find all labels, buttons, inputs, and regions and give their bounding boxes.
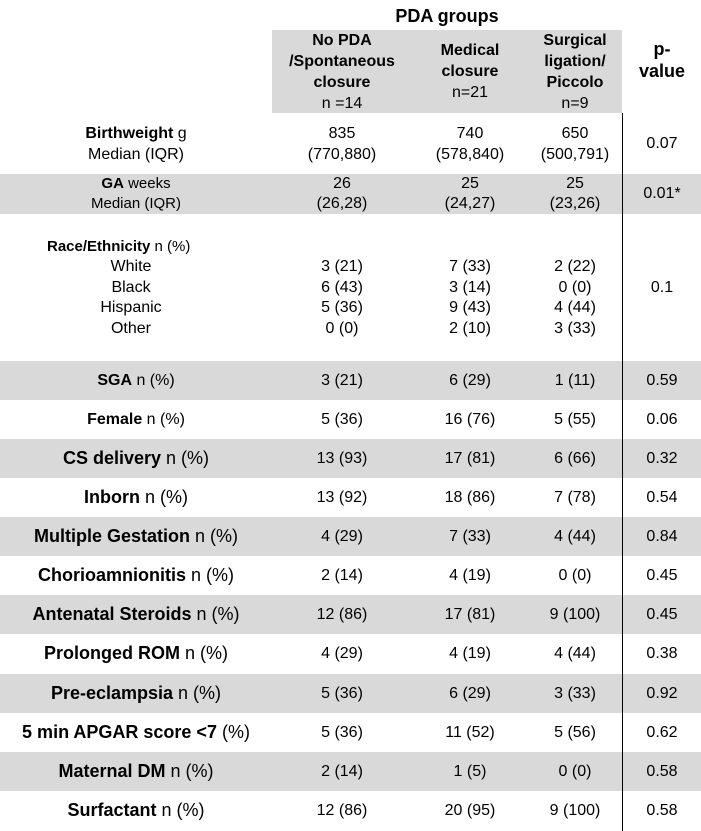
label-multiple: Multiple Gestation n (%) — [33, 526, 239, 546]
col-header-pvalue: p- value — [638, 39, 686, 81]
cell-ga-medical: 25 (24,27) — [444, 175, 496, 212]
label-steroids: Antenatal Steroids n (%) — [32, 604, 240, 624]
pvalue-apgar: 0.62 — [646, 723, 678, 741]
cell-female-medical: 16 (76) — [444, 410, 496, 428]
cell-cs-medical: 17 (81) — [444, 449, 496, 467]
cell-inborn-nopda: 13 (92) — [316, 488, 368, 506]
cell-apgar-medical: 11 (52) — [445, 723, 495, 741]
race-cat-other: Other — [110, 319, 151, 337]
cell-female-surgical: 5 (55) — [554, 410, 596, 428]
cell-inborn-medical: 18 (86) — [444, 488, 496, 506]
cell-dm-medical: 1 (5) — [453, 762, 487, 780]
race-cat-white: White — [110, 258, 152, 275]
cell-birthweight-medical: 740 (578,840) — [435, 125, 505, 163]
cell-chorio-medical: 4 (19) — [449, 566, 491, 584]
pvalue-cs: 0.32 — [646, 449, 678, 467]
pvalue-chorio: 0.45 — [646, 566, 678, 584]
cell-sga-nopda: 3 (21) — [321, 371, 363, 389]
cell-surfactant-surgical: 9 (100) — [549, 801, 601, 819]
cell-multiple-medical: 7 (33) — [449, 527, 491, 545]
pvalue-preeclampsia: 0.92 — [646, 684, 678, 702]
cell-rom-medical: 4 (19) — [449, 644, 491, 662]
pvalue-steroids: 0.45 — [646, 605, 678, 623]
cell-race-medical: 7 (33) 3 (14) 9 (43) 2 (10) — [449, 258, 491, 337]
race-categories — [60, 257, 202, 339]
pvalue-inborn: 0.54 — [646, 488, 678, 506]
cell-sga-medical: 6 (29) — [449, 371, 491, 389]
label-birthweight: Birthweight g Median (IQR) — [85, 125, 187, 163]
race-cat-hispanic: Hispanic — [100, 299, 162, 316]
label-rom: Prolonged ROM n (%) — [43, 643, 228, 663]
pvalue-surfactant: 0.58 — [646, 801, 678, 819]
cell-birthweight-surgical: 650 (500,791) — [540, 125, 610, 163]
cell-steroids-surgical: 9 (100) — [549, 605, 601, 623]
cell-dm-nopda: 2 (14) — [321, 762, 363, 780]
col-header-surgical: Surgical ligation/ Piccolo n=9 — [543, 31, 607, 112]
label-race: Race/Ethnicity n (%) — [47, 238, 191, 255]
race-cat-black: Black — [111, 278, 151, 296]
group-title: PDA groups — [395, 6, 499, 26]
cell-multiple-surgical: 4 (44) — [554, 527, 596, 545]
label-chorio: Chorioamnionitis n (%) — [37, 565, 234, 585]
cell-multiple-nopda: 4 (29) — [321, 527, 363, 545]
label-apgar: 5 min APGAR score <7 (%) — [22, 722, 250, 742]
cell-chorio-surgical: 0 (0) — [558, 566, 592, 584]
cell-surfactant-nopda: 12 (86) — [316, 801, 368, 819]
pvalue-sga: 0.59 — [646, 371, 678, 389]
cell-preeclampsia-surgical: 3 (33) — [554, 684, 596, 702]
cell-race-surgical: 2 (22) 0 (0) 4 (44) 3 (33) — [554, 258, 596, 337]
label-ga: GA weeks Median (IQR) — [90, 175, 182, 212]
cell-cs-nopda: 13 (93) — [316, 449, 368, 467]
pvalue-rom: 0.38 — [646, 644, 678, 662]
label-female: Female n (%) — [87, 410, 185, 428]
pvalue-race: 0.1 — [650, 279, 674, 296]
cell-preeclampsia-nopda: 5 (36) — [321, 684, 363, 702]
cell-surfactant-medical: 20 (95) — [444, 801, 496, 819]
pvalue-ga: 0.01* — [643, 185, 681, 202]
cell-female-nopda: 5 (36) — [321, 410, 363, 428]
cell-inborn-surgical: 7 (78) — [554, 488, 596, 506]
cell-rom-surgical: 4 (44) — [554, 644, 596, 662]
col-header-no-pda: No PDA /Spontaneous closure n =14 — [289, 31, 395, 112]
cell-ga-surgical: 25 (23,26) — [549, 175, 601, 212]
cell-race-nopda: 3 (21) 6 (43) 5 (36) 0 (0) — [321, 258, 363, 337]
label-dm: Maternal DM n (%) — [58, 761, 214, 781]
label-preeclampsia: Pre-eclampsia n (%) — [50, 683, 222, 703]
pvalue-birthweight: 0.07 — [646, 135, 678, 152]
label-cs: CS delivery n (%) — [62, 448, 210, 468]
col-header-medical: Medical closure n=21 — [440, 42, 500, 101]
cell-steroids-medical: 17 (81) — [444, 605, 496, 623]
cell-birthweight-nopda: 835 (770,880) — [307, 125, 377, 163]
label-sga: SGA n (%) — [97, 371, 175, 389]
cell-sga-surgical: 1 (11) — [554, 371, 596, 389]
cell-steroids-nopda: 12 (86) — [316, 605, 368, 623]
pvalue-multiple: 0.84 — [646, 527, 678, 545]
cell-ga-nopda: 26 (26,28) — [316, 175, 368, 212]
label-surfactant: Surfactant n (%) — [67, 800, 205, 820]
pvalue-female: 0.06 — [646, 410, 678, 428]
cell-dm-surgical: 0 (0) — [558, 762, 592, 780]
label-inborn: Inborn n (%) — [83, 487, 188, 507]
cell-rom-nopda: 4 (29) — [321, 644, 363, 662]
cell-preeclampsia-medical: 6 (29) — [449, 684, 491, 702]
cell-chorio-nopda: 2 (14) — [321, 566, 363, 584]
cell-apgar-surgical: 5 (56) — [554, 723, 596, 741]
pvalue-dm: 0.58 — [646, 762, 678, 780]
cell-apgar-nopda: 5 (36) — [321, 723, 363, 741]
cell-cs-surgical: 6 (66) — [554, 449, 596, 467]
